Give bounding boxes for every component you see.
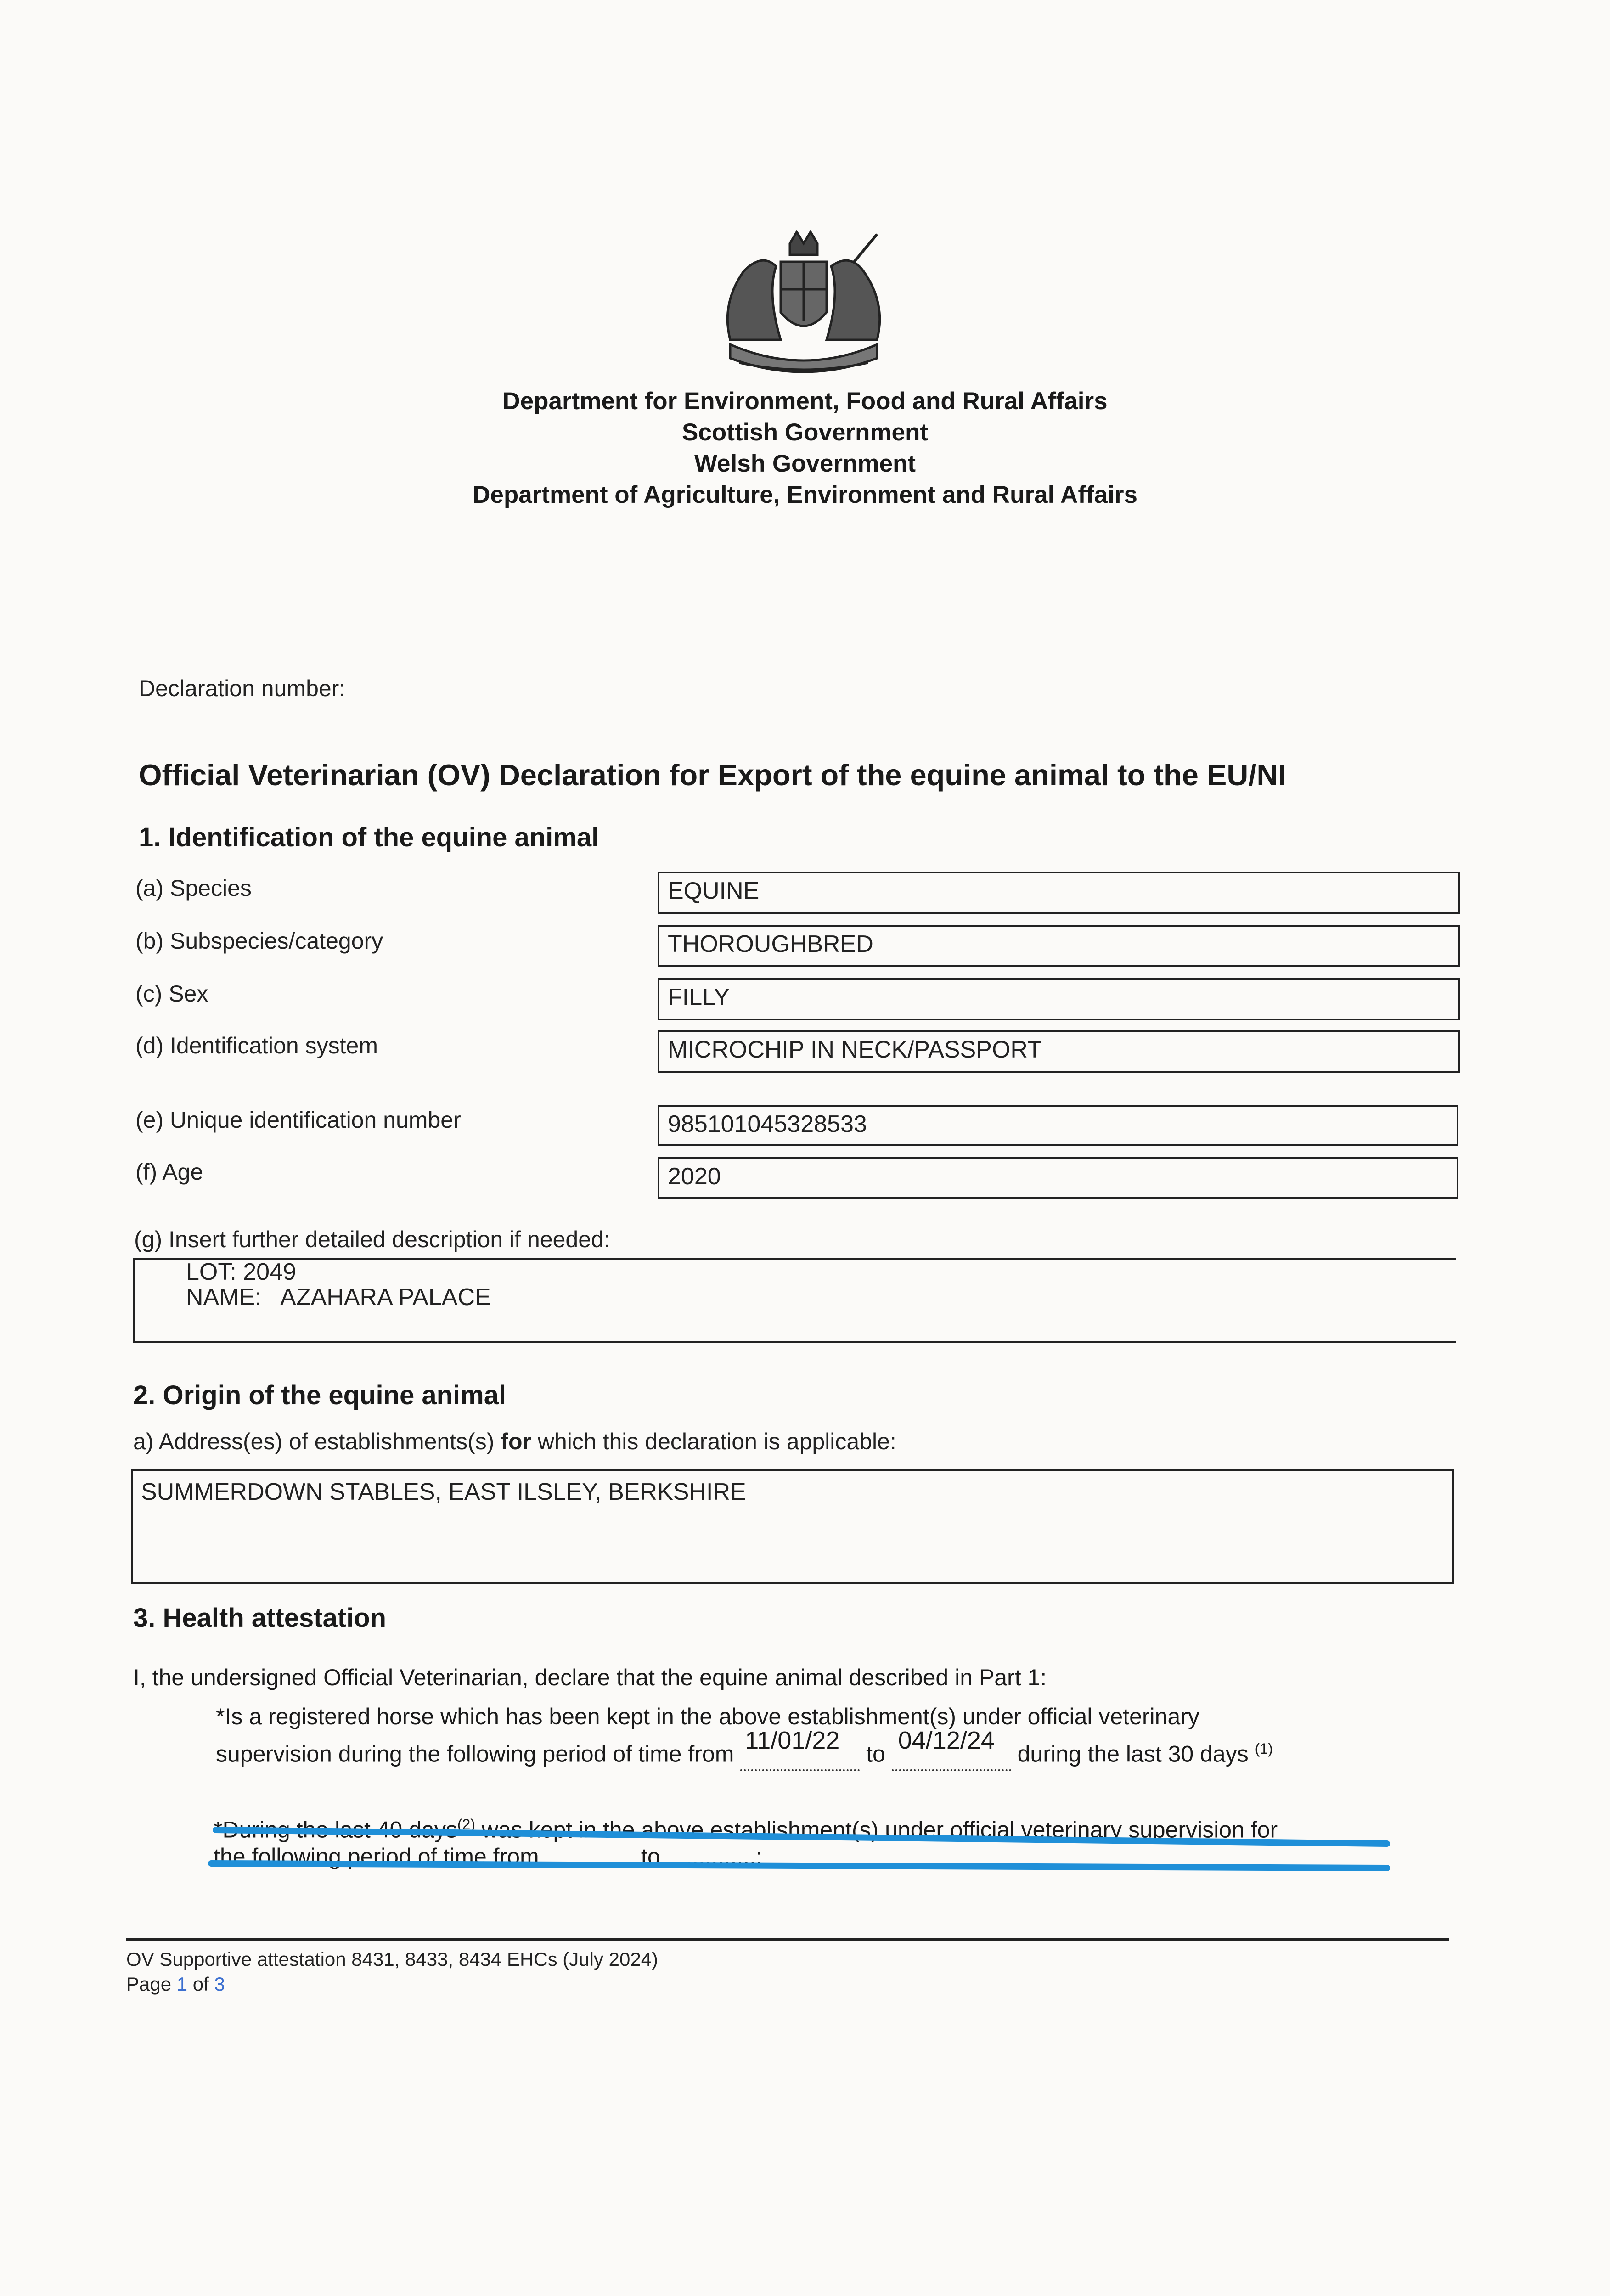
header-line-2: Scottish Government [682,419,928,446]
subspecies-field[interactable]: THOROUGHBRED [658,925,1460,967]
address-label: a) Address(es) of establishments(s) for which this declaration is applicable: [133,1429,896,1454]
clause1-line1: *Is a registered horse which has been kept in the above establishment(s) under official veterinary [216,1704,1199,1729]
section1-heading: 1. Identification of the equine animal [139,822,599,852]
description-lot: LOT: 2049 [186,1259,296,1285]
description-name: NAME: AZAHARA PALACE [186,1284,491,1311]
description-bottom-border [133,1341,1456,1343]
strikethrough-marks [202,1805,1442,1896]
sex-label: (c) Sex [135,981,208,1007]
species-field[interactable]: EQUINE [658,872,1460,914]
header-line-3: Welsh Government [694,450,916,477]
idsystem-field[interactable]: MICROCHIP IN NECK/PASSPORT [658,1030,1460,1073]
section2-heading: 2. Origin of the equine animal [133,1380,507,1410]
clause2-line1: *During the last 40 days$^{(2)}$ was kept in the above establishment(s) under official veterinary supervision for [214,1816,1278,1843]
clause1-line2: supervision during the following period of time from 11/01/22 to 04/12/24 during the last 30 days $^{(1)}$ [216,1733,1273,1771]
date-from-value[interactable]: 11/01/22 [745,1726,840,1754]
strike-line-1 [216,1830,1387,1844]
header-line-4: Department of Agriculture, Environment and Rural Affairs [473,481,1137,508]
description-left-border [133,1258,135,1341]
sex-field[interactable]: FILLY [658,978,1460,1020]
footer-page: Page 1 of 3 [126,1973,225,1995]
date-to-value[interactable]: 04/12/24 [898,1726,995,1754]
description-top-border [133,1258,1456,1260]
subspecies-label: (b) Subspecies/category [135,928,383,954]
strike-line-2 [211,1863,1387,1868]
idsystem-label: (d) Identification system [135,1033,378,1058]
age-field[interactable]: 2020 [658,1157,1458,1199]
section3-heading: 3. Health attestation [133,1603,387,1633]
header-line-1: Department for Environment, Food and Rural Affairs [502,388,1108,415]
page-number: 1 [176,1973,188,1995]
clause2-line2: the following period of time from .............. to ..............; [214,1844,762,1869]
footer-attestation: OV Supportive attestation 8431, 8433, 8434 EHCs (July 2024) [126,1948,659,1970]
page-title: Official Veterinarian (OV) Declaration for Export of the equine animal to the EU/NI [139,758,1287,792]
footer-rule [126,1938,1449,1941]
declaration-number-label: Declaration number: [139,675,346,701]
uid-label: (e) Unique identification number [135,1107,461,1133]
royal-crest-icon [703,225,905,377]
address-field[interactable]: SUMMERDOWN STABLES, EAST ILSLEY, BERKSHIRE [131,1469,1454,1584]
species-label: (a) Species [135,875,252,901]
attestation-intro: I, the undersigned Official Veterinarian, declare that the equine animal described in Part 1: [133,1665,1047,1690]
uid-field[interactable]: 985101045328533 [658,1105,1458,1146]
page-total: 3 [214,1973,225,1995]
description-label: (g) Insert further detailed description if needed: [134,1227,610,1252]
age-label: (f) Age [135,1159,203,1185]
